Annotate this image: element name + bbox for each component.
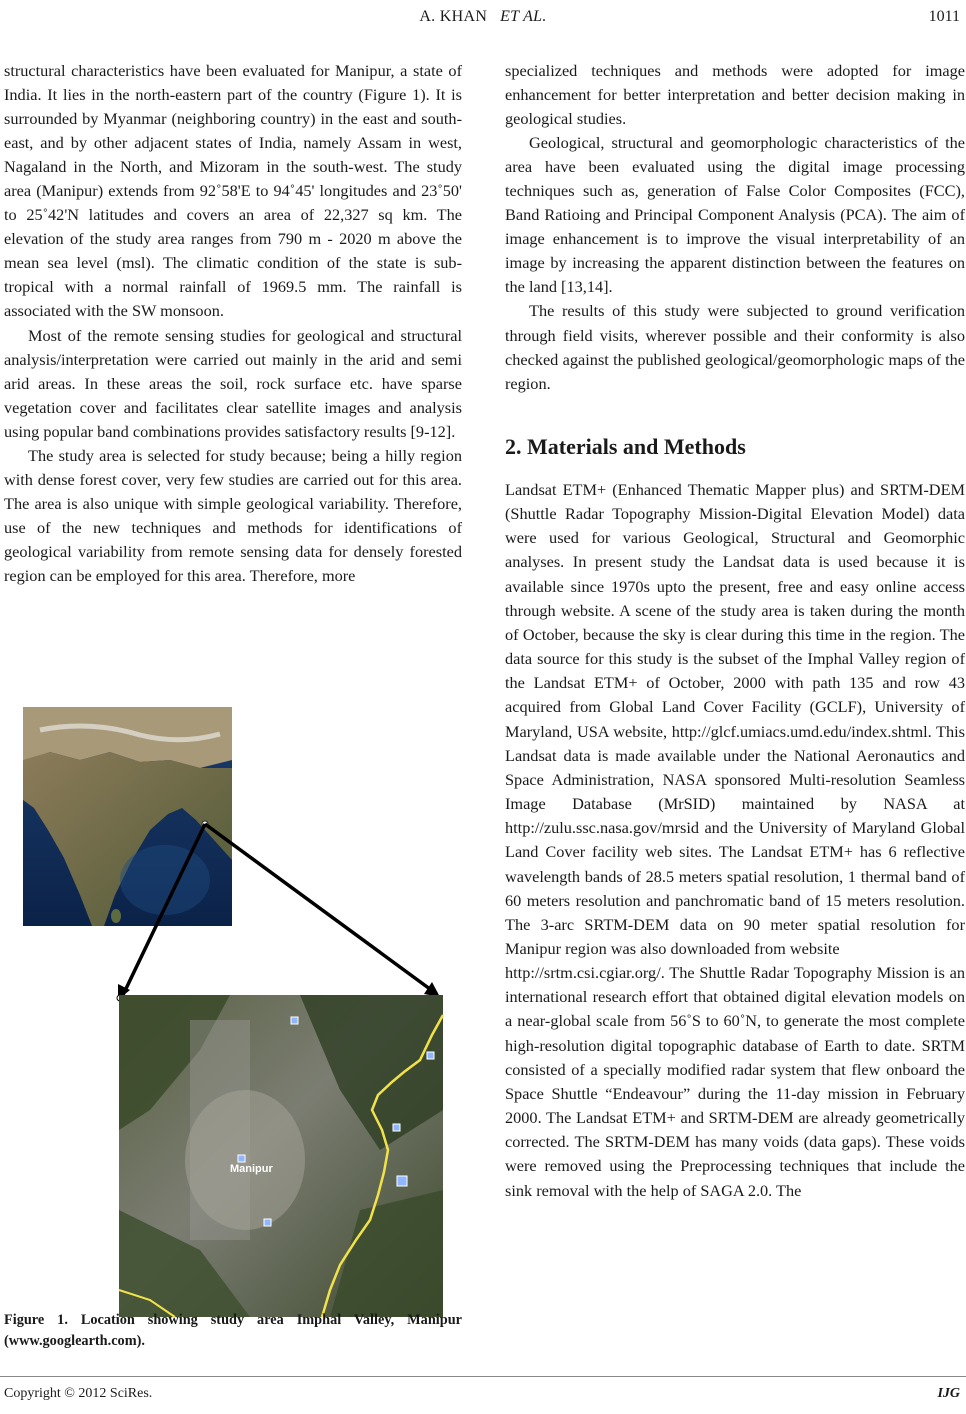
place-marker xyxy=(393,1124,400,1131)
paragraph: Most of the remote sensing studies for geological and structural analysis/interpretation were carried out mainly in the arid and semi arid areas. In these areas the soil, rock surface etc. have sparse vegetation cover and facilitates clear satellite images and analysis using popular band combinations provides satisfactory results [9-12]. xyxy=(4,325,462,441)
sri-lanka xyxy=(111,909,121,923)
running-title xyxy=(0,8,966,26)
left-column xyxy=(4,59,462,588)
author-etal: ET AL. xyxy=(500,8,547,25)
paragraph: http://srtm.csi.cgiar.org/. The Shuttle Radar Topography Mission is an international research effort that obtained digital elevation models on a near-global scale from 56˚S to 60˚N, to generate the most complete high-resolution digital topographic database of Earth to date. SRTM consisted of a specially modified radar system that flew onboard the Space Shuttle “Endeavour” during the 11-day mission in February 2000. The Landsat ETM+ and SRTM-DEM are already geometrically corrected. The SRTM-DEM has many voids (data gaps). These voids were removed using the Preprocessing techniques that include the sink removal with the help of SAGA 2.0. The xyxy=(505,963,965,1200)
arrow-head-right xyxy=(424,982,440,997)
figure-caption: Figure 1. Location showing study area Imphal Valley, Manipur (www.googlearth.com). xyxy=(4,1312,462,1349)
paragraph: structural characteristics have been evaluated for Manipur, a state of India. It lies in the north-eastern part of the country (Figure 1). It is surrounded by Myanmar (neighboring country) in the east and south-east, and by other adjacent states of India, namely Assam in west, Nagaland in the North, and Mizoram in the south-west. The study area (Manipur) extends from 92˚58'E to 94˚45' longitudes and 23˚50' to 25˚42'N latitudes and covers an area of 22,327 sq km. The elevation of the study area ranges from 790 m - 2020 m above the mean sea level (msl). The climatic condition of the state is sub- tropical with a normal rainfall of 1969.5 mm. The rainfall is associated with the SW monsoon. xyxy=(4,61,462,321)
figure-image xyxy=(0,690,462,1330)
right-column-top xyxy=(505,59,965,396)
figure-1 xyxy=(0,690,462,1330)
map-label-manipur: Manipur xyxy=(230,1163,273,1175)
right-column-body xyxy=(505,478,965,1203)
page-number: 1011 xyxy=(928,8,960,25)
paragraph: Geological, structural and geomorphologic characteristics of the area have been evaluated using the digital image processing techniques such as, generation of False Color Composites (FCC), Band Ratioing and Principal Component Analysis (PCA). The aim of image enhancement is to improve the visual interpretability of an image by increasing the apparent distinction between the features on the land [13,14]. xyxy=(505,133,965,297)
place-marker xyxy=(427,1052,434,1059)
footer-rule xyxy=(0,1376,966,1377)
journal-abbrev: IJG xyxy=(937,1386,960,1401)
author-name: A. KHAN xyxy=(419,8,488,25)
paragraph: Landsat ETM+ (Enhanced Thematic Mapper plus) and SRTM-DEM (Shuttle Radar Topography Mission-Digital Elevation Model) data were used for various Geological, Structural and Geomorphic analyses. In present study the Landsat data is used because it is available since 1970s upto the present, free and easy online access through website. A scene of the study area is taken during the month of October, because the sky is clear during this time in the region. The data source for this study is the subset of the Imphal Valley region of the Landsat ETM+ of October, 2000 with path 135 and row 43 acquired from Global Land Cover Facility (GCLF), University of Maryland, USA website, http://glcf.umiacs.umd.edu/index.shtml. This Landsat data is made available under the National Aeronautics and Space Administration, NASA sponsored Multi-resolution Seamless Image Database (MrSID) maintained by NASA at http://zulu.ssc.nasa.gov/mrsid and the University of Maryland Global Land Cover facility web sites. The Landsat ETM+ has 6 reflective wavelength bands of 28.5 meters spatial resolution, 1 thermal band of 60 meters resolution and panchromatic band of 15 meters resolution. The 3-arc SRTM-DEM data on 90 meter spatial resolution for Manipur region was also downloaded from website xyxy=(505,480,965,958)
arrow-line-right xyxy=(205,824,434,992)
place-marker xyxy=(264,1219,271,1226)
paragraph: The study area is selected for study because; being a hilly region with dense forest cover, very few studies are carried out for this area. The area is also unique with simple geological variability. Therefore, use of the new techniques and methods for identifications of geological variability from remote sensing data for densely forested region can be employed for this area. Therefore, more xyxy=(4,445,462,585)
copyright-notice: Copyright © 2012 SciRes. xyxy=(4,1386,153,1401)
overview-map xyxy=(23,707,232,926)
place-marker xyxy=(291,1017,298,1024)
detail-map xyxy=(119,995,443,1317)
place-marker xyxy=(397,1176,407,1186)
paragraph: specialized techniques and methods were adopted for image enhancement for better interpretation and better decision making in geological studies. xyxy=(505,61,965,129)
section-heading: 2. Materials and Methods xyxy=(505,434,746,459)
paragraph: The results of this study were subjected to ground verification through field visits, wherever possible and their conformity is also checked against the published geological/geomorphologic maps of the region. xyxy=(505,301,965,393)
page-footer xyxy=(0,1382,966,1412)
place-marker xyxy=(238,1155,245,1162)
page-header xyxy=(0,0,966,30)
